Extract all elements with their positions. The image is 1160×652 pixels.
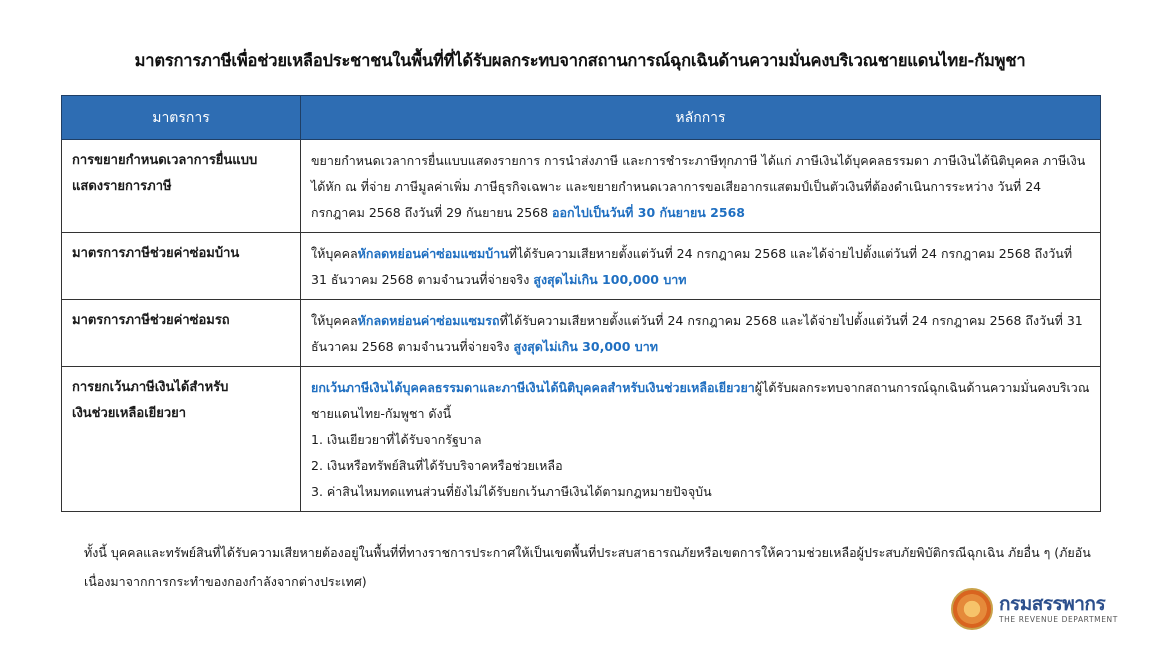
- highlight-text: หักลดหย่อนค่าซ่อมแซมบ้าน: [357, 246, 509, 261]
- seal-icon: [951, 588, 993, 630]
- principle-cell: [301, 300, 1101, 367]
- measure-name-line: เงินช่วยเหลือเยียวยา: [72, 406, 187, 421]
- principle-text: ที่ได้รับความเสียหายตั้งแต่วันที่ 24 กรกฎาคม 2568 และได้จ่ายไปตั้งแต่วันที่ 24 กรกฎาคม 2568 ถึงวันที่ 31 ธันวาคม 2568 ตามจำนวนที่จ่ายจริง: [311, 246, 1073, 287]
- principle-cell: [301, 367, 1101, 512]
- measure-name-cell: [62, 367, 301, 512]
- measure-name-line: แสดงรายการภาษี: [72, 179, 172, 194]
- table-row: [62, 367, 1101, 512]
- page-title: มาตรการภาษีเพื่อช่วยเหลือประชาชนในพื้นที่ที่ได้รับผลกระทบจากสถานการณ์ฉุกเฉินด้านความมั่นคงบริเวณชายแดนไทย-กัมพูชา: [134, 51, 1026, 70]
- principle-text: ให้บุคคล: [311, 313, 358, 328]
- list-item: 2. เงินหรือทรัพย์สินที่ได้รับบริจาคหรือช่วยเหลือ: [311, 458, 563, 473]
- principle-text: ให้บุคคล: [311, 246, 358, 261]
- principle-text: ที่ได้รับความเสียหายตั้งแต่วันที่ 24 กรกฎาคม 2568 และได้จ่ายไปตั้งแต่วันที่ 24 กรกฎาคม 2568 ถึงวันที่ 31 ธันวาคม 2568 ตามจำนวนที่จ่ายจริง: [311, 313, 1083, 354]
- measure-name-cell: [62, 233, 301, 300]
- measures-table: [61, 95, 1101, 512]
- highlight-text: ออกไปเป็นวันที่ 30 กันยายน 2568: [552, 205, 745, 220]
- measure-name-cell: [62, 300, 301, 367]
- header-measure: มาตรการ: [62, 96, 301, 140]
- table-header-row: [62, 96, 1101, 140]
- principle-cell: [301, 233, 1101, 300]
- principle-cell: [301, 140, 1101, 233]
- table-row: [62, 233, 1101, 300]
- principle-text: ขยายกำหนดเวลาการยื่นแบบแสดงรายการ การนำส่งภาษี และการชำระภาษีทุกภาษี ได้แก่ ภาษีเงินได้บุคคลธรรมดา ภาษีเงินได้นิติบุคคล ภาษีเงินได้หัก ณ ที่จ่าย ภาษีมูลค่าเพิ่ม ภาษีธุรกิจเฉพาะ และขยายกำหนดเวลาการขอเสียอากรแสตมป์เป็นตัวเงินที่ต้องดำเนินการระหว่าง วันที่ 24 กรกฎาคม 2568 ถึงวันที่ 29 กันยายน 2568: [311, 153, 1086, 220]
- highlight-text: หักลดหย่อนค่าซ่อมแซมรถ: [357, 313, 500, 328]
- principle-text: ผู้ได้รับผลกระทบจากสถานการณ์ฉุกเฉินด้านความมั่นคงบริเวณชายแดนไทย-กัมพูชา ดังนี้: [311, 380, 1090, 421]
- highlight-text: สูงสุดไม่เกิน 30,000 บาท: [513, 339, 658, 354]
- measure-name-line: การยกเว้นภาษีเงินได้สำหรับ: [72, 380, 229, 395]
- list-item: 3. ค่าสินไหมทดแทนส่วนที่ยังไม่ได้รับยกเว้นภาษีเงินได้ตามกฎหมายปัจจุบัน: [311, 484, 712, 499]
- measure-name-cell: [62, 140, 301, 233]
- measure-name-line: มาตรการภาษีช่วยค่าซ่อมรถ: [72, 313, 230, 328]
- measure-name-line: มาตรการภาษีช่วยค่าซ่อมบ้าน: [72, 246, 240, 261]
- footnote: ทั้งนี้ บุคคลและทรัพย์สินที่ได้รับความเสียหายต้องอยู่ในพื้นที่ที่ทางราชการประกาศให้เป็นเขตพื้นที่ประสบสาธารณภัยหรือเขตการให้ความช่วยเหลือผู้ประสบภัยพิบัติกรณีฉุกเฉิน ภัยอื่น ๆ (ภัยอันเนื่องมาจากการกระทำของกองกำลังจากต่างประเทศ): [84, 545, 1091, 589]
- measure-name-line: การขยายกำหนดเวลาการยื่นแบบ: [72, 153, 258, 168]
- table-row: [62, 300, 1101, 367]
- highlight-text: สูงสุดไม่เกิน 100,000 บาท: [533, 272, 687, 287]
- logo-subtitle: THE REVENUE DEPARTMENT: [999, 614, 1118, 624]
- list-item: 1. เงินเยียวยาที่ได้รับจากรัฐบาล: [311, 432, 482, 447]
- logo-name: กรมสรรพากร: [999, 592, 1106, 615]
- highlight-text: ยกเว้นภาษีเงินได้บุคคลธรรมดาและภาษีเงินได้นิติบุคคลสำหรับเงินช่วยเหลือเยียวยา: [311, 380, 755, 395]
- table-row: [62, 140, 1101, 233]
- header-principle: หลักการ: [301, 96, 1101, 140]
- revenue-department-logo: [951, 588, 1118, 630]
